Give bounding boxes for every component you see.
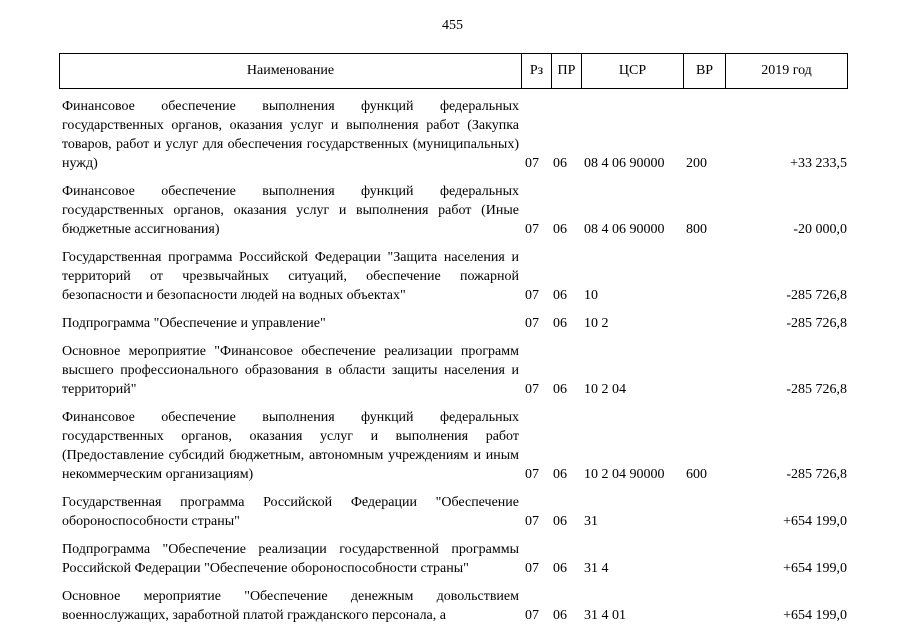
row-name: Подпрограмма "Обеспечение и управление"	[62, 316, 326, 331]
row-csr: 31	[584, 514, 598, 529]
row-vr: 600	[686, 467, 707, 482]
row-pr: 06	[553, 316, 567, 331]
row-amount: +654 199,0	[783, 514, 847, 529]
row-name: Государственная программа Российской Федерации "Обеспечение обороноспособности страны"	[62, 495, 519, 529]
row-name: Основное мероприятие "Финансовое обеспечение реализации программ высшего профессионального образования в области защиты населения и территорий"	[62, 344, 519, 397]
row-csr: 10 2 04 90000	[584, 467, 665, 482]
page-number: 455	[442, 18, 463, 33]
row-csr: 10	[584, 288, 598, 303]
row-pr: 06	[553, 608, 567, 623]
row-pr: 06	[553, 382, 567, 397]
row-amount: -285 726,8	[786, 382, 847, 397]
header-name: Наименование	[60, 54, 522, 88]
row-name: Государственная программа Российской Федерации "Защита населения и территорий от чрезвычайных ситуаций, обеспечение пожарной безопасности и безопасности людей на водных объектах"	[62, 250, 519, 303]
table-row	[0, 314, 905, 333]
header-vr: ВР	[684, 54, 726, 88]
table-row	[0, 587, 905, 625]
table-row	[0, 342, 905, 399]
row-vr: 800	[686, 222, 707, 237]
row-rz: 07	[525, 561, 539, 576]
row-name: Финансовое обеспечение выполнения функций федеральных государственных органов, оказания услуг и выполнения работ (Предоставление субсидий бюджетным, автономным учреждениям и иным некоммерческим организациям)	[62, 410, 519, 482]
row-amount: -285 726,8	[786, 288, 847, 303]
row-csr: 10 2	[584, 316, 609, 331]
table-header	[59, 53, 848, 89]
row-name: Финансовое обеспечение выполнения функций федеральных государственных органов, оказания услуг и выполнения работ (Иные бюджетные ассигнования)	[62, 184, 519, 237]
row-csr: 08 4 06 90000	[584, 156, 665, 171]
table-row	[0, 540, 905, 578]
row-pr: 06	[553, 288, 567, 303]
header-csr: ЦСР	[582, 54, 684, 88]
row-name: Финансовое обеспечение выполнения функций федеральных государственных органов, оказания услуг и выполнения работ (Закупка товаров, работ и услуг для обеспечения государственных (муниципальных) нужд)	[62, 99, 519, 171]
row-pr: 06	[553, 561, 567, 576]
row-rz: 07	[525, 222, 539, 237]
row-amount: +33 233,5	[790, 156, 847, 171]
row-name: Подпрограмма "Обеспечение реализации государственной программы Российской Федерации "Обеспечение обороноспособности страны"	[62, 542, 519, 576]
row-csr: 08 4 06 90000	[584, 222, 665, 237]
row-name: Основное мероприятие "Обеспечение денежным довольствием военнослужащих, заработной платой гражданского персонала, а	[62, 589, 519, 623]
row-rz: 07	[525, 316, 539, 331]
row-pr: 06	[553, 222, 567, 237]
header-year: 2019 год	[761, 63, 812, 78]
header-rz: Рз	[522, 54, 552, 88]
row-rz: 07	[525, 288, 539, 303]
row-amount: -20 000,0	[793, 222, 847, 237]
row-rz: 07	[525, 156, 539, 171]
row-rz: 07	[525, 382, 539, 397]
row-pr: 06	[553, 156, 567, 171]
row-csr: 31 4	[584, 561, 609, 576]
table-row	[0, 493, 905, 531]
row-vr: 200	[686, 156, 707, 171]
row-amount: -285 726,8	[786, 316, 847, 331]
table-body	[0, 97, 905, 634]
row-pr: 06	[553, 514, 567, 529]
row-amount: +654 199,0	[783, 608, 847, 623]
row-csr: 10 2 04	[584, 382, 626, 397]
row-rz: 07	[525, 514, 539, 529]
row-pr: 06	[553, 467, 567, 482]
row-rz: 07	[525, 608, 539, 623]
table-row	[0, 182, 905, 239]
row-rz: 07	[525, 467, 539, 482]
row-amount: +654 199,0	[783, 561, 847, 576]
row-amount: -285 726,8	[786, 467, 847, 482]
table-row	[0, 97, 905, 173]
table-row	[0, 408, 905, 484]
header-pr: ПР	[552, 54, 582, 88]
row-csr: 31 4 01	[584, 608, 626, 623]
table-row	[0, 248, 905, 305]
